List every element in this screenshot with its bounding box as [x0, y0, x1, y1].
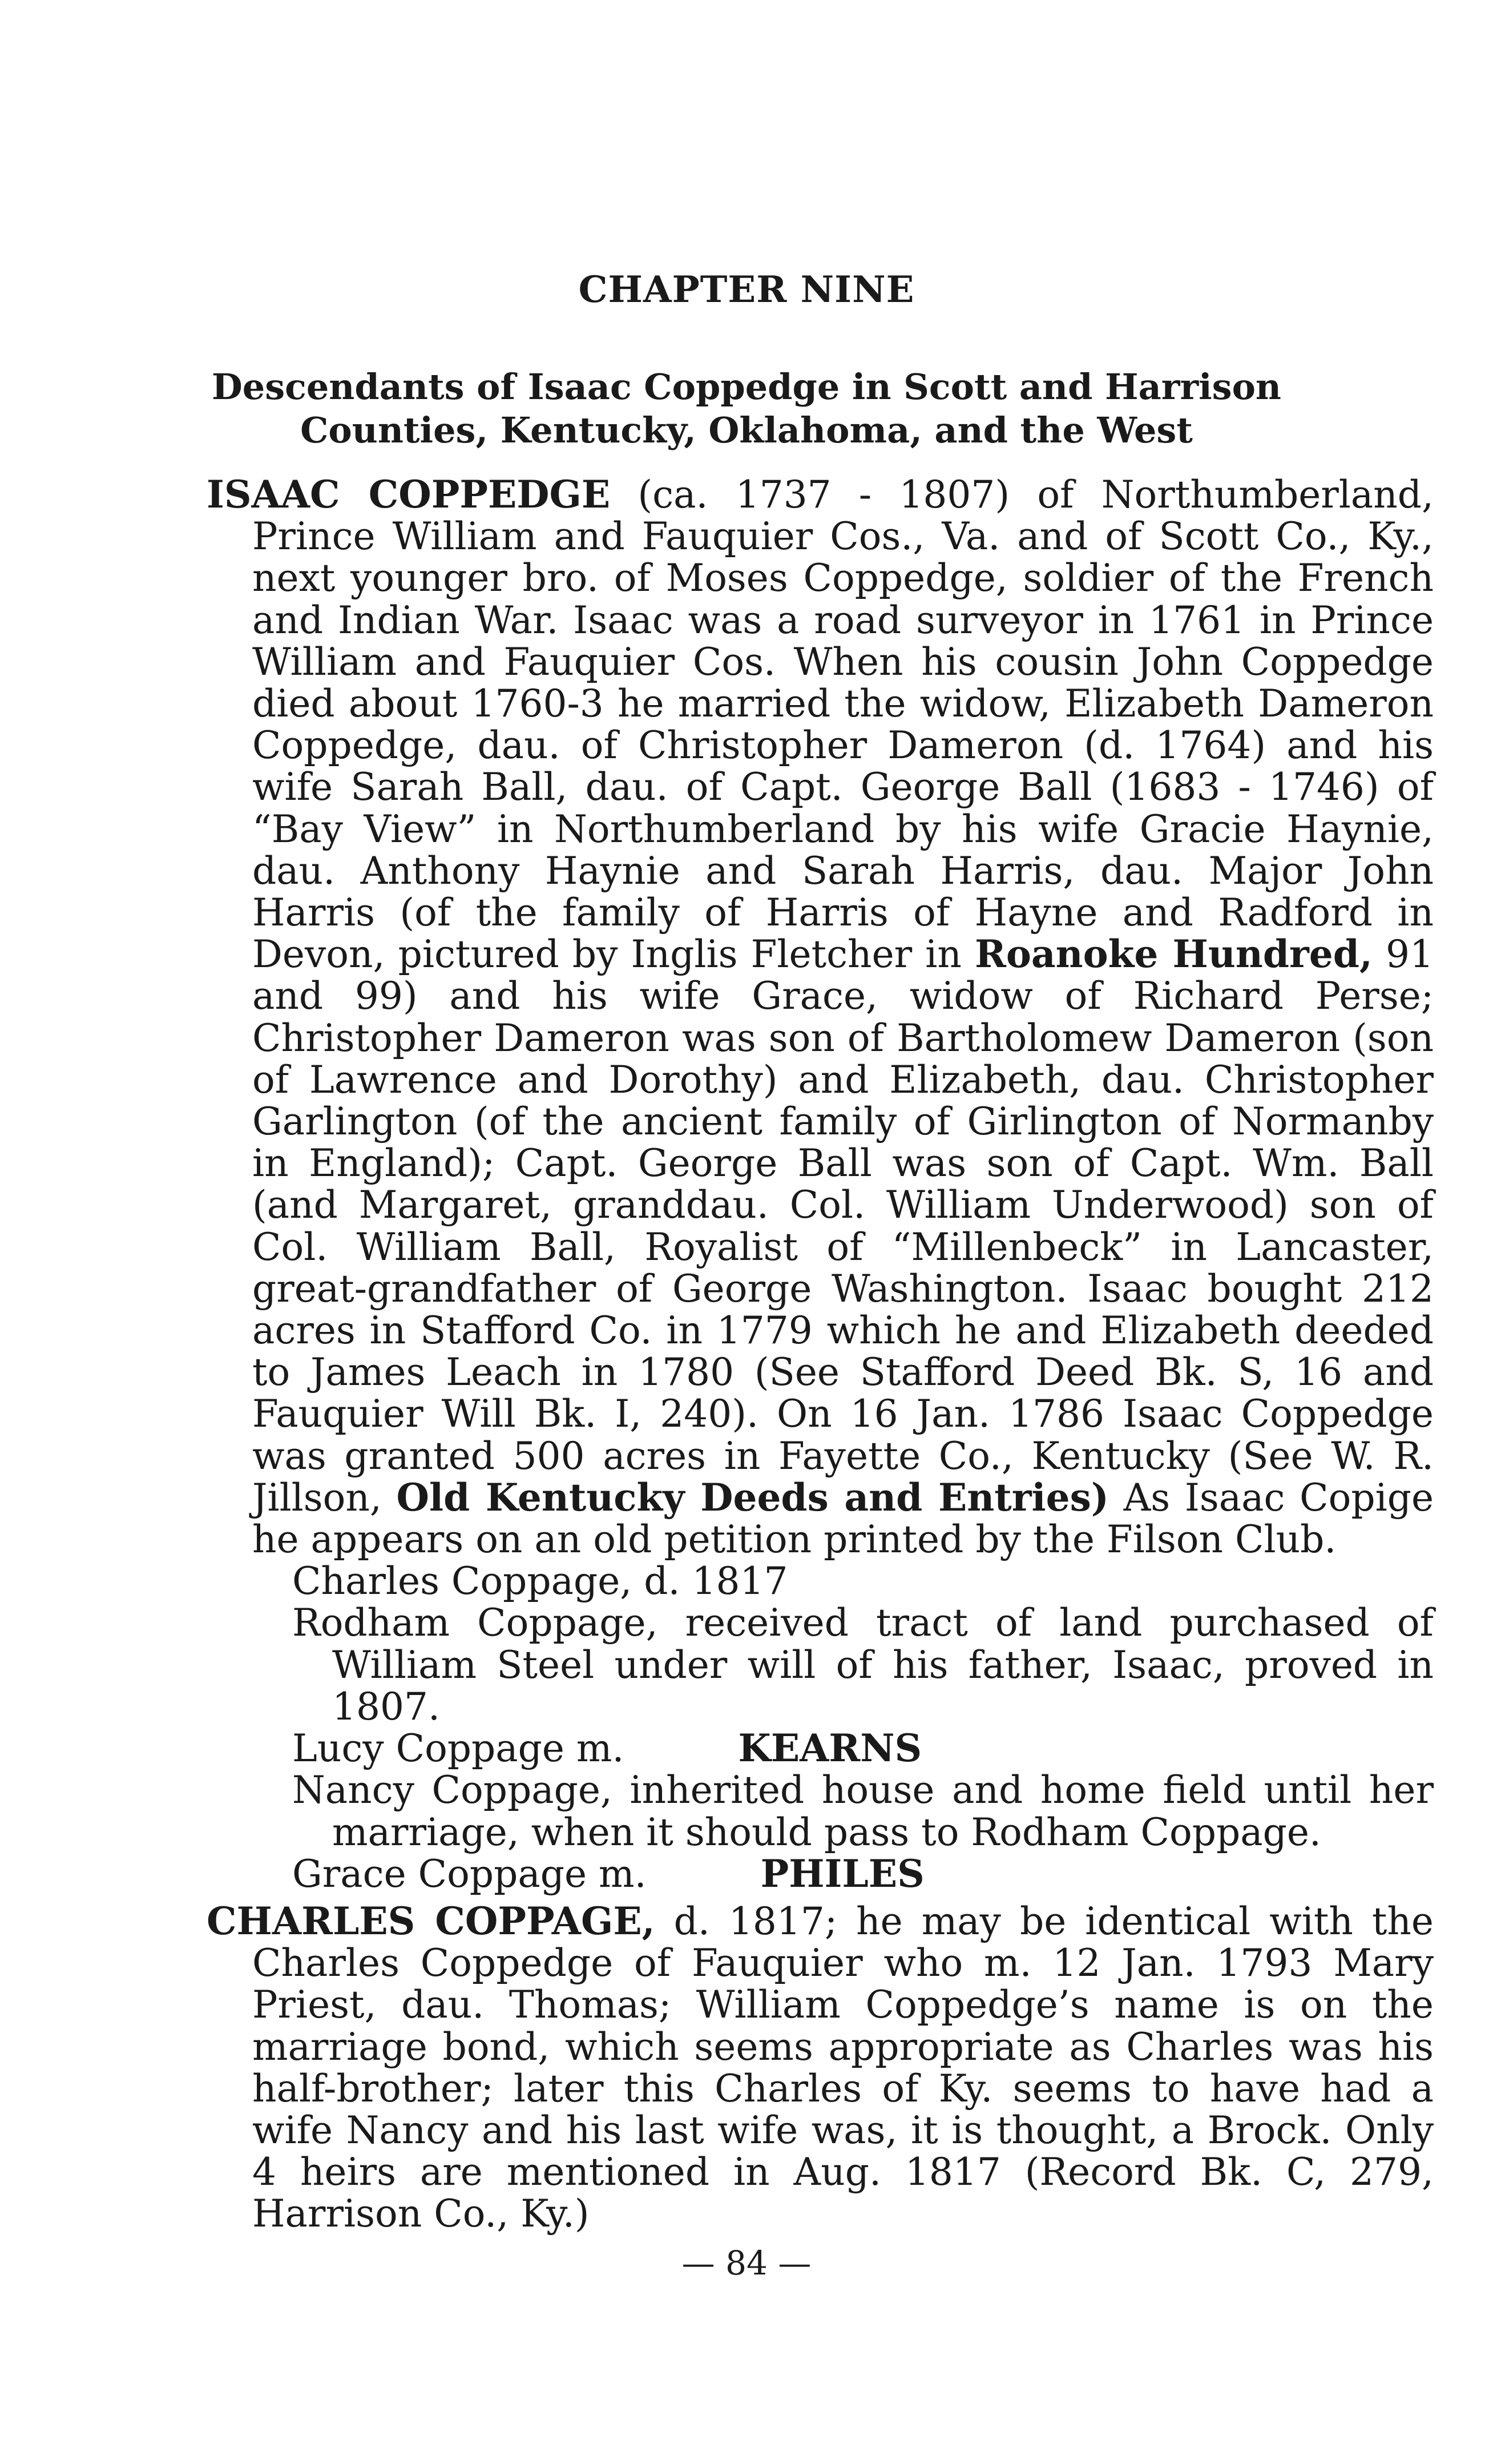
spouse-surname: PHILES [760, 1851, 925, 1896]
entry-text: 91 and 99) and his wife Grace, widow of Richard Perse; Christopher Dameron was son of Bartholomew Dameron (son of Lawrence and Dorothy) and Elizabeth, dau. Christopher Garlington (of the ancient family of Girlington of Normanby in England); Capt. George Ball was son of Capt. Wm. Ball (and Margaret, granddau. Col. William Underwood) son of Col. William Ball, Royalist of “Millenbeck” in Lancaster, great-grandfather of George Washington. Isaac bought 212 acres in Stafford Co. in 1779 which he and Elizabeth deeded to James Leach in 1780 (See Stafford Deed Bk. S, 16 and Fauquier Will Bk. I, 240). On 16 Jan. 1786 Isaac Coppedge was granted 500 acres in Fayette Co., Kentucky (See W. R. Jillson, [252, 932, 1434, 1520]
book-title: Old Kentucky Deeds and Entries) [396, 1475, 1109, 1520]
chapter-title: CHAPTER NINE [578, 268, 915, 311]
entry-name: ISAAC COPPEDGE [207, 472, 611, 517]
entry-text: d. 1817; he may be identical with the Charles Coppedge of Fauquier who m. 12 Jan. 1793 Mary Priest, dau. Thomas; William Coppedge’s name is on the marriage bond, which seems appropriate as Charles was his half-brother; later this Charles of Ky. seems to have had a wife Nancy and his last wife was, it is thought, a Brock. Only 4 heirs are mentioned in Aug. 1817 (Record Bk. C, 279, Harrison Co., Ky.) [252, 1899, 1434, 2236]
children-list [207, 1560, 1434, 1895]
list-item: Nancy Coppage, inherited house and home field until her marriage, when it should pass to Rodham Coppage. [292, 1768, 1434, 1854]
list-item: Rodham Coppage, received tract of land purchased of William Steel under will of his father, Isaac, proved in 1807. [292, 1601, 1434, 1729]
list-item: Charles Coppage, d. 1817 [292, 1559, 788, 1604]
chapter-body [207, 474, 1434, 2235]
page-number: — 84 — [681, 2244, 812, 2282]
subtitle-line-1: Descendants of Isaac Coppedge in Scott and Harrison [211, 366, 1282, 408]
entry-name: CHARLES COPPAGE, [207, 1898, 655, 1943]
spouse-surname: KEARNS [738, 1726, 922, 1771]
subtitle-line-2: Counties, Kentucky, Oklahoma, and the West [300, 409, 1193, 451]
entry-text: As Isaac Copige he appears on an old petition printed by the Filson Club. [252, 1475, 1434, 1562]
list-item: Grace Coppage m. PHILES [292, 1851, 925, 1896]
chapter-subtitle [0, 365, 1493, 452]
book-title: Roanoke Hundred, [975, 932, 1373, 977]
entry-isaac-coppedge [207, 474, 1434, 1560]
entry-charles-coppage [207, 1898, 1434, 2236]
list-item: Lucy Coppage m. KEARNS [292, 1726, 922, 1771]
entry-text: (ca. 1737 - 1807) of Northumberland, Prince William and Fauquier Cos., Va. and of Scott Co., Ky., next younger bro. of Moses Coppedge, soldier of the French and Indian War. Isaac was a road surveyor in 1761 in Prince William and Fauquier Cos. When his cousin John Coppedge died about 1760-3 he married the widow, Elizabeth Dameron Coppedge, dau. of Christopher Dameron (d. 1764) and his wife Sarah Ball, dau. of Capt. George Ball (1683 - 1746) of “Bay View” in Northumberland by his wife Gracie Haynie, dau. Anthony Haynie and Sarah Harris, dau. Major John Harris (of the family of Harris of Hayne and Radford in Devon, pictured by Inglis Fletcher in [252, 473, 1434, 977]
